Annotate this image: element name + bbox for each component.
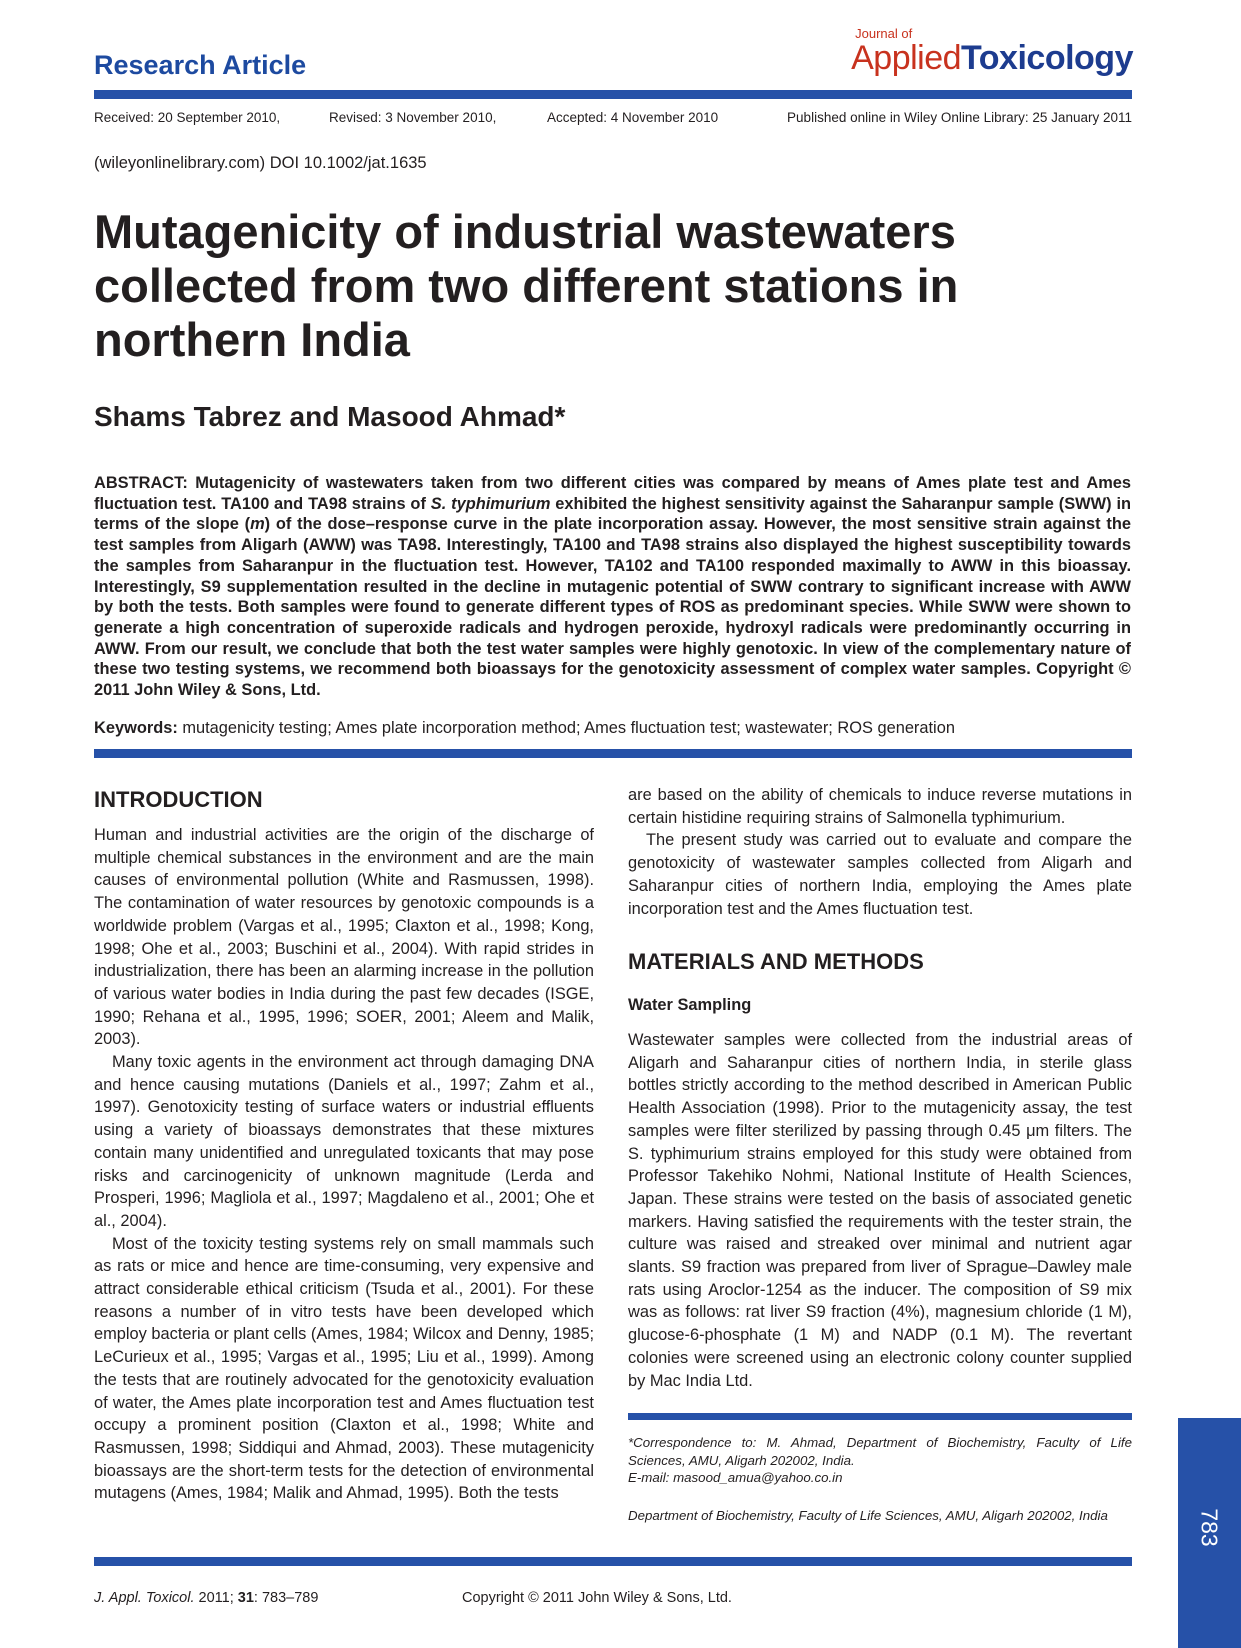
footer-rule [94,1557,1132,1566]
correspondence-note [628,1434,1132,1487]
published-date: Published online in Wiley Online Library: 25 January 2011 [787,110,1132,125]
left-column [94,786,594,1505]
right-column-top [628,784,1132,920]
intro-paragraph: Most of the toxicity testing systems rely on small mammals such as rats or mice and hence are time-consuming, very expensive and attract considerable ethical criticism (Tsuda et al., 2001). For these reasons a number of in vitro tests have been developed which employ bacteria or plant cells (Ames, 1984; Wilcox and Denny, 1985; LeCurieux et al., 1995; Vargas et al., 1995; Liu et al., 1999). Among the tests that are routinely advocated for the genotoxicity evaluation of water, the Ames plate incorporation test and Ames fluctuation test occupy a prominent position (Claxton et al., 1998; White and Rasmussen, 1998; Siddiqui and Ahmad, 2003). These mutagenicity bioassays are the short-term tests for the detection of environmental mutagens (Ames, 1984; Malik and Ahmad, 1995). Both the tests [94,1234,594,1503]
intro-paragraph: The present study was carried out to evaluate and compare the genotoxicity of wastewater samples collected from Aligarh and Saharanpur cities of northern India, employing the Ames plate incorporation test and the Ames fluctuation test. [628,831,1132,918]
header-rule [94,90,1132,99]
journal-applied-label: Applied [851,39,962,77]
accepted-date: Accepted: 4 November 2010 [547,110,719,125]
intro-paragraph: Many toxic agents in the environment act through damaging DNA and hence causing mutations (Daniels et al., 1997; Zahm et al., 1997). Genotoxicity testing of surface waters or industrial effluents using a variety of bioassays demonstrates that these mixtures contain many unidentified and unregulated toxicants that may pose risks and carcinogenicity of unknown magnitude (Lerda and Prosperi, 1996; Magliola et al., 1997; Magdaleno et al., 2001; Ohe et al., 2004). [94,1053,594,1230]
keywords-text: mutagenicity testing; Ames plate incorporation method; Ames fluctuation test; wastewater; ROS generation [177,719,955,737]
footer-volume: 31 [237,1590,254,1606]
footer-citation [94,1590,318,1606]
article-title [94,205,1114,367]
correspondence-rule [628,1413,1132,1420]
page-number-tab [1178,1418,1241,1648]
title-line: collected from two different stations in [94,259,959,312]
author-list: Shams Tabrez and Masood Ahmad* [94,401,566,432]
correspondence-email: E-mail: masood_amua@yahoo.co.in [628,1470,843,1485]
abstract-rule [94,749,1132,758]
journal-logo [851,26,1133,78]
correspondence-line: *Correspondence to: M. Ahmad, Department of Biochemistry, Faculty of Life Sciences, AMU, Aligarh 202002, India. [628,1435,1132,1468]
page-number: 783 [1196,1508,1223,1547]
footer-copyright: Copyright © 2011 John Wiley & Sons, Ltd. [462,1590,732,1606]
footer-year: 2011; [194,1590,238,1606]
methods-paragraph: Wastewater samples were collected from the industrial areas of Aligarh and Saharanpur cities of northern India, in sterile glass bottles strictly according to the method described in American Public Health Association (1998). Prior to the mutagenicity assay, the test samples were filter sterilized by passing through 0.45 μm filters. The S. typhimurium strains employed for this study were obtained from Professor Takehiko Nohmi, National Institute of Health Sciences, Japan. These strains were tested on the basis of associated genetic markers. Having satisfied the requirements with the tester strain, the culture was raised and streaked over minimal and nutrient agar slants. S9 fraction was prepared from liver of Sprague–Dawley male rats using Aroclor-1254 as the inducer. The composition of S9 mix was as follows: rat liver S9 fraction (4%), magnesium chloride (1 M), glucose-6-phosphate (1 M) and NADP (0.1 M). The revertant colonies were screened using an electronic colony counter supplied by Mac India Ltd. [628,1031,1132,1390]
introduction-heading: INTRODUCTION [94,787,263,812]
article-type-label: Research Article [94,50,307,80]
revised-date: Revised: 3 November 2010, [329,110,497,125]
footer-pages: : 783–789 [253,1590,319,1606]
abstract-text: exhibited the highest sensitivity against the Saharanpur sample (SWW) in terms of the slope ( [94,494,1132,534]
received-date: Received: 20 September 2010, [94,110,281,125]
abstract-species: S. typhimurium [430,494,551,513]
abstract-symbol: m [250,515,265,534]
title-line: northern India [94,313,410,366]
footer-journal: J. Appl. Toxicol. [94,1590,195,1606]
keywords-label: Keywords: [94,719,178,737]
keywords [94,719,1131,738]
abstract-text: ) of the dose–response curve in the plate incorporation assay. However, the most sensitive strain against the test samples from Aligarh (AWW) was TA98. Interestingly, TA100 and TA98 strains also displayed the highest susceptibility towards the samples from Saharanpur in the fluctuation test. However, TA102 and TA100 responded maximally to AWW in this bioassay. Interestingly, S9 supplementation resulted in the decline in mutagenic potential of SWW contrary to significant increase with AWW by both the tests. Both samples were found to generate different types of ROS as predominant species. While SWW were shown to generate a high concentration of superoxide radicals and hydrogen peroxide, hydroxyl radicals were predominantly occurring in AWW. From our result, we conclude that both the test water samples were highly genotoxic. In view of the complementary nature of these two testing systems, we recommend both bioassays for the genotoxicity assessment of complex water samples. Copyright © 2011 John Wiley & Sons, Ltd. [94,515,1131,700]
title-line: Mutagenicity of industrial wastewaters [94,205,956,258]
doi-line: (wileyonlinelibrary.com) DOI 10.1002/jat.1635 [94,154,427,172]
abstract-text: ABSTRACT: Mutagenicity of wastewaters taken from two different cities was compared by means of Ames plate test and Ames fluctuation test. TA100 and TA98 strains of [94,474,1131,513]
journal-of-label: Journal of [855,26,913,41]
right-column-methods [628,1029,1132,1392]
water-sampling-heading: Water Sampling [628,996,752,1014]
abstract [94,473,1131,701]
journal-toxicology-label: Toxicology [961,39,1133,77]
intro-paragraph: are based on the ability of chemicals to induce reverse mutations in certain histidine requiring strains of Salmonella typhimurium. [628,786,1132,827]
intro-paragraph: Human and industrial activities are the origin of the discharge of multiple chemical substances in the environment and are the main causes of environmental pollution (White and Rasmussen, 1998). The contamination of water resources by genotoxic compounds is a worldwide problem (Vargas et al., 1995; Claxton et al., 1998; Kong, 1998; Ohe et al., 2003; Buschini et al., 2004). With rapid strides in industrialization, there has been an alarming increase in the pollution of various water bodies in India during the past few decades (ISGE, 1990; Rehana et al., 1995, 1996; SOER, 2001; Aleem and Malik, 2003). [94,826,594,1049]
affiliation: Department of Biochemistry, Faculty of Life Sciences, AMU, Aligarh 202002, India [628,1508,1108,1523]
methods-heading: MATERIALS AND METHODS [628,949,924,974]
